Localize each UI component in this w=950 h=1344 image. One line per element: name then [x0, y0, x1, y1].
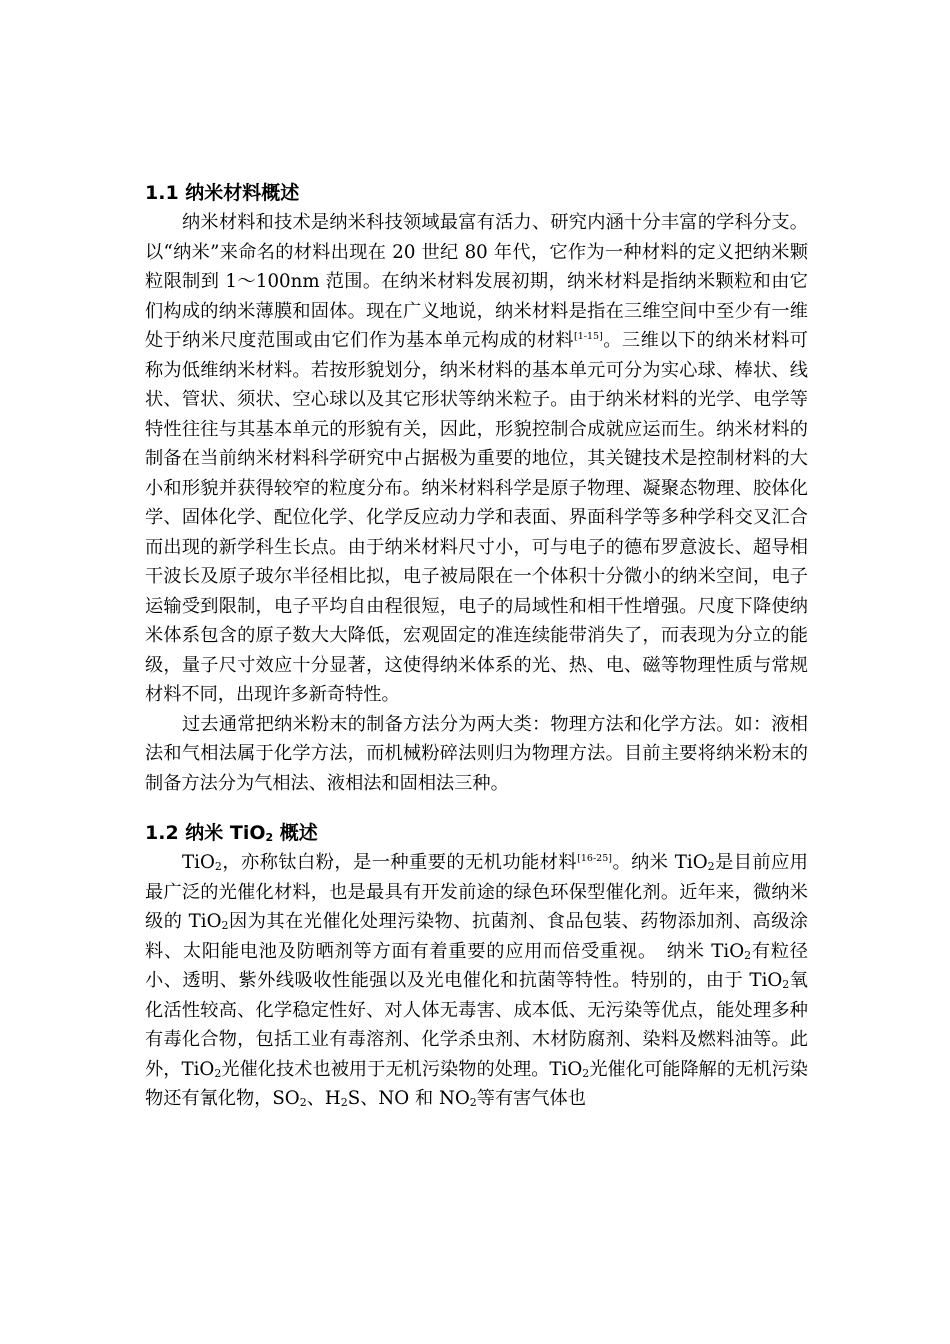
- paragraph-preparation-methods: 过去通常把纳米粉末的制备方法分为两大类：物理方法和化学方法。如：液相法和气相法属于化学方法，而机械粉碎法则归为物理方法。目前主要将纳米粉末的制备方法分为气相法、液相法和固相法三种。: [145, 713, 808, 794]
- text-run: 。纳米 TiO: [611, 852, 708, 873]
- text-run: 等有害气体也: [476, 1088, 586, 1109]
- subscript: 2: [340, 1096, 348, 1109]
- section-heading-1-2: [145, 818, 808, 848]
- subscript: 2: [265, 831, 274, 844]
- heading-text: 概述: [273, 822, 318, 844]
- citation: [16-25]: [577, 853, 612, 864]
- text-run: 有粒径小、透明、紫外线吸收性能强以及光电催化和抗菌等特性。特别的，由于 TiO: [145, 940, 808, 991]
- document-page: [145, 172, 808, 1114]
- paragraph-text: 纳米材料和技术是纳米科技领域最富有活力、研究内涵十分丰富的学科分支。以“纳米”来命名的材料出现在 20 世纪 80 年代，它作为一种材料的定义把纳米颗粒限制到 1～100nm 范围。在纳米材料发展初期，纳米材料是指纳米颗粒和由它们构成的纳米薄膜和固体。现在广义地说，纳米材料是指在三维空间中至少有一维处于纳米尺度范围或由它们作为基本单元构成的材料: [145, 212, 808, 351]
- subscript: 2: [782, 978, 790, 991]
- paragraph-tio2-overview: [145, 848, 808, 1114]
- text-run: 、H: [306, 1088, 341, 1109]
- citation: [1-15]: [574, 331, 603, 342]
- text-run: 是目前应用最广泛的光催化材料，也是最具有开发前途的绿色环保型催化剂。近年来，微纳米级的 TiO: [145, 852, 808, 932]
- text-run: 光催化技术也被用于无机污染物的处理。TiO: [221, 1058, 583, 1080]
- subscript: 2: [582, 1066, 590, 1080]
- text-run: 因为其在光催化处理污染物、抗菌剂、食品包装、药物添加剂、高级涂料、太阳能电池及防晒剂等方面有着重要的应用而倍受重视。 纳米 TiO: [145, 911, 808, 962]
- subscript: 2: [214, 1066, 222, 1080]
- subscript: 2: [469, 1096, 477, 1109]
- paragraph-nano-materials-overview: [145, 208, 808, 710]
- text-run: 光催化可能降解的无机污染物还有氰化物，SO: [145, 1058, 808, 1109]
- subscript: 2: [221, 919, 229, 932]
- heading-text: 1.2 纳米 TiO: [145, 822, 266, 844]
- text-run: 氧化活性较高、化学稳定性好、对人体无毒害、成本低、无污染等优点，能处理多种有毒化合物，包括工业有毒溶剂、化学杀虫剂、木材防腐剂、染料及燃料油等。此外，TiO: [145, 970, 808, 1080]
- text-run: TiO: [182, 852, 215, 873]
- paragraph-text: 。三维以下的纳米材料可称为低维纳米材料。若按形貌划分，纳米材料的基本单元可分为实心球、棒状、线状、管状、须状、空心球以及其它形状等纳米粒子。由于纳米材料的光学、电学等特性往往与其基本单元的形貌有关，因此，形貌控制合成就应运而生。纳米材料的制备在当前纳米材料科学研究中占据极为重要的地位，其关键技术是控制材料的大小和形貌并获得较窄的粒度分布。纳米材料科学是原子物理、凝聚态物理、胶体化学、固体化学、配位化学、化学反应动力学和表面、界面科学等多种学科交叉汇合而出现的新学科生长点。由于纳米材料尺寸小，可与电子的德布罗意波长、超导相干波长及原子玻尔半径相比拟，电子被局限在一个体积十分微小的纳米空间，电子运输受到限制，电子平均自由程很短，电子的局域性和相干性增强。尺度下降使纳米体系包含的原子数大大降低，宏观固定的准连续能带消失了，而表现为分立的能级，量子尺寸效应十分显著，这使得纳米体系的光、热、电、磁等物理性质与常规材料不同，出现许多新奇特性。: [145, 330, 808, 705]
- subscript: 2: [214, 860, 222, 873]
- subscript: 2: [744, 948, 752, 962]
- text-run: ，亦称钛白粉，是一种重要的无机功能材料: [221, 852, 578, 873]
- subscript: 2: [707, 860, 715, 873]
- subscript: 2: [299, 1096, 307, 1109]
- text-run: S、NO 和 NO: [347, 1088, 470, 1109]
- section-heading-1-1: 1.1 纳米材料概述: [145, 182, 300, 204]
